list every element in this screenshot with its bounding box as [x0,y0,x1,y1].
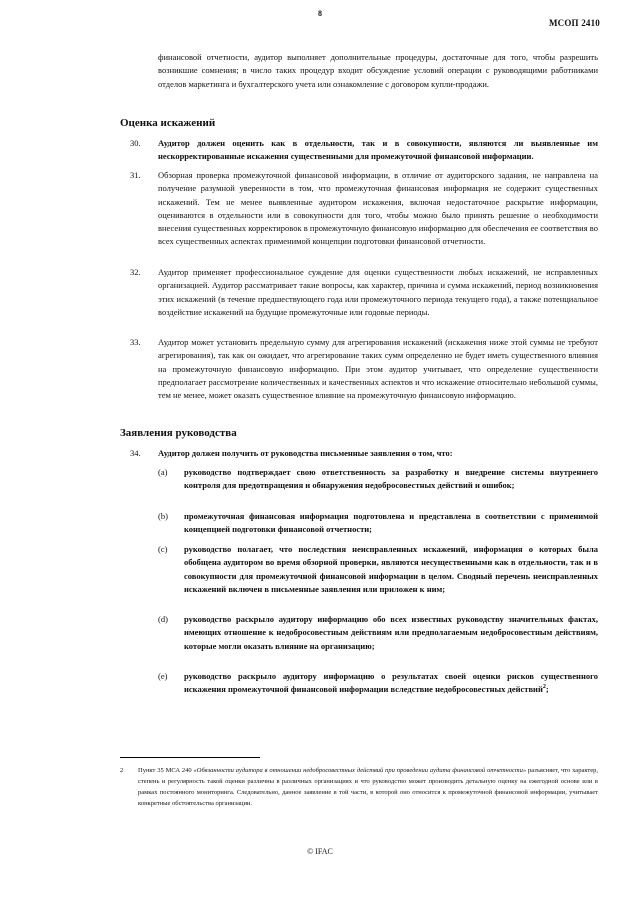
list-item-label: (b) [158,511,168,521]
paragraph-number: 31. [130,170,141,180]
paragraph-32 [120,266,598,319]
footnote-divider [120,757,260,758]
list-item-label: (e) [158,671,168,681]
list-item-text: промежуточная финансовая информация подготовлена и представлена в соответствии с применимой концепцией подготовки финансовой отчетности; [184,511,598,535]
section-heading-representations: Заявления руководства [120,427,237,439]
continuation-paragraph: финансовой отчетности, аудитор выполняет дополнительные процедуры, достаточные для того, чтобы разрешить возникшие сомнения; в число таких процедур входит обсуждение условий операции с руководящими работниками отделов маркетинга и бухгалтерского учета или ознакомление с договором купли-продажи. [158,52,598,89]
paragraph-number: 33. [130,337,141,347]
list-item-text: руководство раскрыло аудитору информацию обо всех известных руководству значительных фактах, имеющих отношение к недобросовестным действиям или предполагаемым недобросовестным действиям, которые могли оказать влияние на организацию; [184,614,598,651]
paragraph-33 [120,336,598,402]
footnote [120,765,598,809]
paragraph-number: 32. [130,267,141,277]
copyright-footer: © IFAC [307,847,333,856]
list-item-d [158,613,598,653]
list-item-label: (d) [158,614,168,624]
document-code: МСОП 2410 [548,18,600,28]
list-item-c [158,543,598,596]
paragraph-number: 30. [130,138,141,148]
list-item-text-tail: ; [545,684,549,695]
footnote-mark: 2 [120,767,124,774]
list-item-e [158,670,598,697]
paragraph-text: Обзорная проверка промежуточной финансовой информации, в отличие от аудиторского задания, не направлена на получение разумной уверенности в том, что промежуточная финансовая информация не содержит существенных искажений. Тем не менее выявленные аудитором искажения, включая недостаточное раскрытие информации, оцениваются в отдельности или в совокупности для того, чтобы можно было принять решение о необходимости внесения существенных корректировок в промежуточную финансовую информацию для обеспечения ее соответствия во всех существенных аспектах применимой концепции подготовки финансовой отчетности. [158,170,598,247]
list-item-a [158,466,598,493]
paragraph-number: 34. [130,448,141,458]
list-item-text: руководство подтверждает свою ответственность за разработку и внедрение системы внутреннего контроля для предотвращения и обнаружения недобросовестных действий и ошибок; [184,467,598,491]
list-item-text-main: руководство раскрыло аудитору информацию о результатах своей оценки рисков существенного искажения промежуточной финансовой информации вследствие недобросовестных действий [184,671,598,695]
footnote-cited-title: «Обязанности аудитора в отношении недобросовестных действий при проведении аудита финансовой отчетности» [193,767,527,774]
list-item-label: (c) [158,544,168,554]
footnote-rest: разъясняет, что характер, степень и регулярность такой оценки различны в различных организациях и что руководство может производить детальную оценку на ежегодной основе или в рамках постоянного мониторинга. Следовательно, данное заявление в той части, в которой оно относится к промежуточной финансовой информации, учитывает конкретные обстоятельства организации. [138,767,598,807]
footnote-reference[interactable]: 2 [542,684,546,691]
footnote-text [138,765,598,809]
page-number: 8 [318,9,322,18]
list-item-text: руководство полагает, что последствия неисправленных искажений, информация о которых была обобщена аудитором во время обзорной проверки, являются несущественными как в отдельности, так и в совокупности для промежуточной финансовой информации в целом. Сводный перечень неисправленных искажений включен в письменные заявления или приложен к ним; [184,544,598,594]
paragraph-31 [120,169,598,249]
paragraph-30 [120,137,598,164]
list-item-b [158,510,598,537]
paragraph-text: Аудитор должен получить от руководства письменные заявления о том, что: [158,448,453,458]
paragraph-text: Аудитор может установить предельную сумму для агрегирования искажений (искажения ниже этой суммы не требуют агрегирования), так как он ожидает, что агрегирование таких сумм определенно не будет иметь существенного влияния на промежуточную финансовую информацию. При этом аудитор учитывает, что определение существенности предполагает рассмотрение количественных и качественных аспектов и что искажение относительно небольшой суммы, тем не менее, может оказать существенное влияние на промежуточную финансовую информацию. [158,337,598,401]
paragraph-text: Аудитор применяет профессиональное суждение для оценки существенности любых искажений, не исправленных организацией. Аудитор рассматривает такие вопросы, как характер, причина и сумма искажений, период возникновения этих искажений (в течение предшествующего года или промежуточного периода текущего года), а также потенциальное воздействие искажений на будущие промежуточные или годовые периоды. [158,267,598,317]
list-item-text [184,670,598,697]
section-heading-misstatements: Оценка искажений [120,117,216,129]
paragraph-34 [120,447,598,460]
footnote-prefix: Пункт 35 МСА 240 [138,767,194,774]
list-item-label: (a) [158,467,168,477]
paragraph-text: Аудитор должен оценить как в отдельности, так и в совокупности, являются ли выявленные им нескорректированные искажения существенными для промежуточной финансовой информации. [158,138,598,162]
